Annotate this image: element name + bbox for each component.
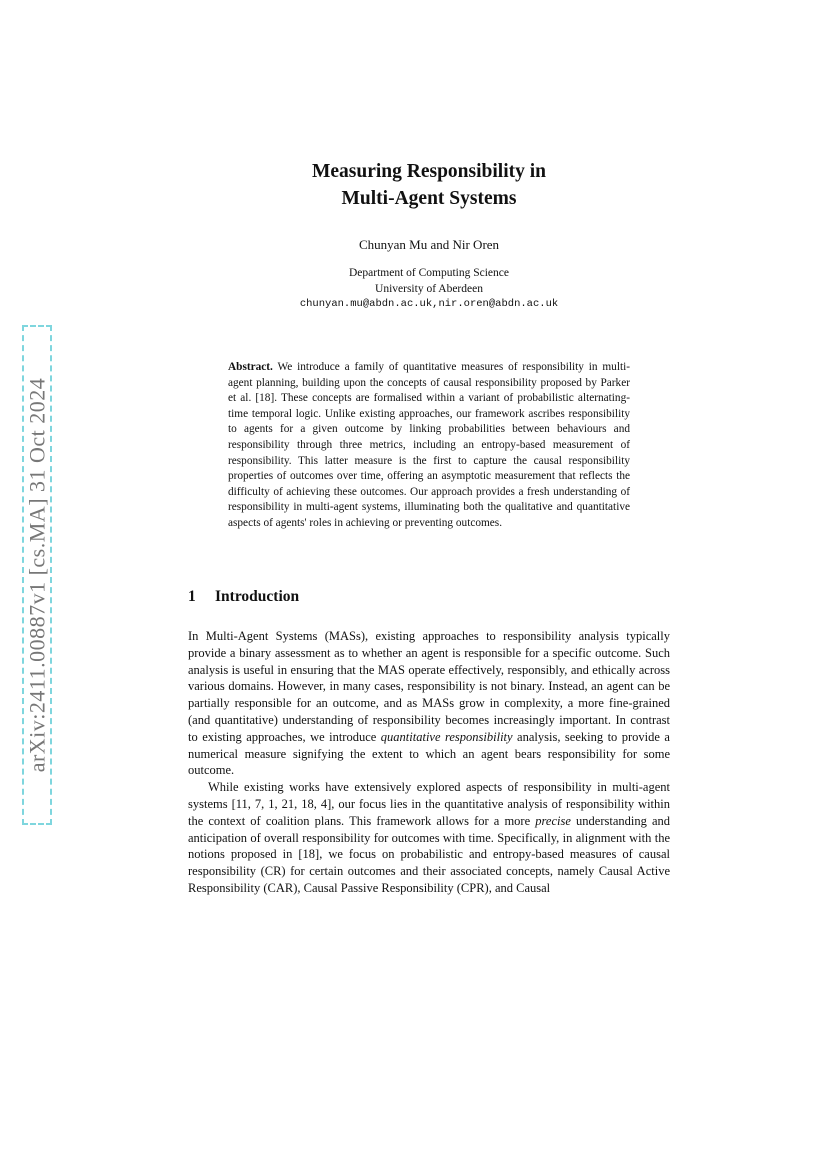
arxiv-side-stamp bbox=[22, 325, 52, 825]
title-line-2: Multi-Agent Systems bbox=[341, 188, 517, 209]
affiliation bbox=[188, 266, 670, 313]
emails: chunyan.mu@abdn.ac.uk,nir.oren@abdn.ac.uk bbox=[299, 298, 559, 310]
paragraph-1-emphasis: quantitative responsibility bbox=[380, 729, 513, 744]
arxiv-identifier: arXiv:2411.00887v1 [cs.MA] 31 Oct 2024 bbox=[24, 377, 49, 773]
paper-title bbox=[188, 158, 670, 212]
title-line-1: Measuring Responsibility in bbox=[311, 161, 547, 182]
abstract-label: Abstract. bbox=[228, 361, 273, 373]
section-number: 1 bbox=[188, 588, 196, 605]
university: University of Aberdeen bbox=[375, 282, 483, 295]
section-title: Introduction bbox=[215, 588, 300, 605]
authors: Chunyan Mu and Nir Oren bbox=[358, 237, 500, 252]
body-text bbox=[188, 628, 670, 897]
paragraph-1-text-a: In Multi-Agent Systems (MASs), existing approaches to responsibility analysis typically provide a binary assessment as to whether an agent is responsible for a specific outcome. Such analysis is useful in ensuring that the MAS operate effectively, responsibly, and ethically across various domains. However, in many cases, responsibility is not binary. Instead, an agent can be partially responsible for an outcome, and as MASs grow in complexity, a more fine-grained (and quantitative) understanding of responsibility becomes increasingly important. In contrast to existing approaches, we introduce bbox=[188, 629, 670, 744]
paragraph-1 bbox=[188, 628, 670, 779]
paragraph-1-text-b: analysis, seeking to provide a numerical measure signifying the extent to which an agent bears responsibility for some outcome. bbox=[188, 729, 670, 778]
paragraph-2-emphasis: precise bbox=[535, 813, 571, 828]
paragraph-2-text-b: understanding and anticipation of overall responsibility for outcomes with time. Specifically, in alignment with the notions proposed in [18], we focus on probabilistic and entropy-based measures of causal responsibility (CR) for certain outcomes and their associated concepts, namely Causal Active Responsibility (CAR), Causal Passive Responsibility (CPR), and Causal bbox=[188, 813, 671, 895]
paragraph-2-text-a: While existing works have extensively explored aspects of responsibility in multi-agent systems [11, 7, 1, 21, 18, 4], our focus lies in the quantitative analysis of responsibility within the context of coalition plans. This framework allows for a more bbox=[188, 780, 670, 828]
department: Department of Computing Science bbox=[348, 267, 509, 279]
abstract-text: We introduce a family of quantitative measures of responsibility in multi-agent planning, building upon the concepts of causal responsibility proposed by Parker et al. [18]. These concepts are formalised within a variant of probabilistic alternating-time temporal logic. Unlike existing approaches, our framework ascribes responsibility to agents for a given outcome by linking probabilities between behaviours and responsibility through three metrics, including an entropy-based measurement of responsibility. This latter measure is the first to capture the causal responsibility properties of outcomes over time, offering an asymptotic measurement that reflects the difficulty of achieving these outcomes. Our approach provides a fresh understanding of responsibility in multi-agent systems, illuminating both the qualitative and quantitative aspects of agents' roles in achieving or preventing outcomes. bbox=[228, 361, 631, 529]
abstract bbox=[228, 360, 630, 532]
paragraph-2 bbox=[188, 779, 670, 897]
section-heading bbox=[188, 588, 299, 606]
